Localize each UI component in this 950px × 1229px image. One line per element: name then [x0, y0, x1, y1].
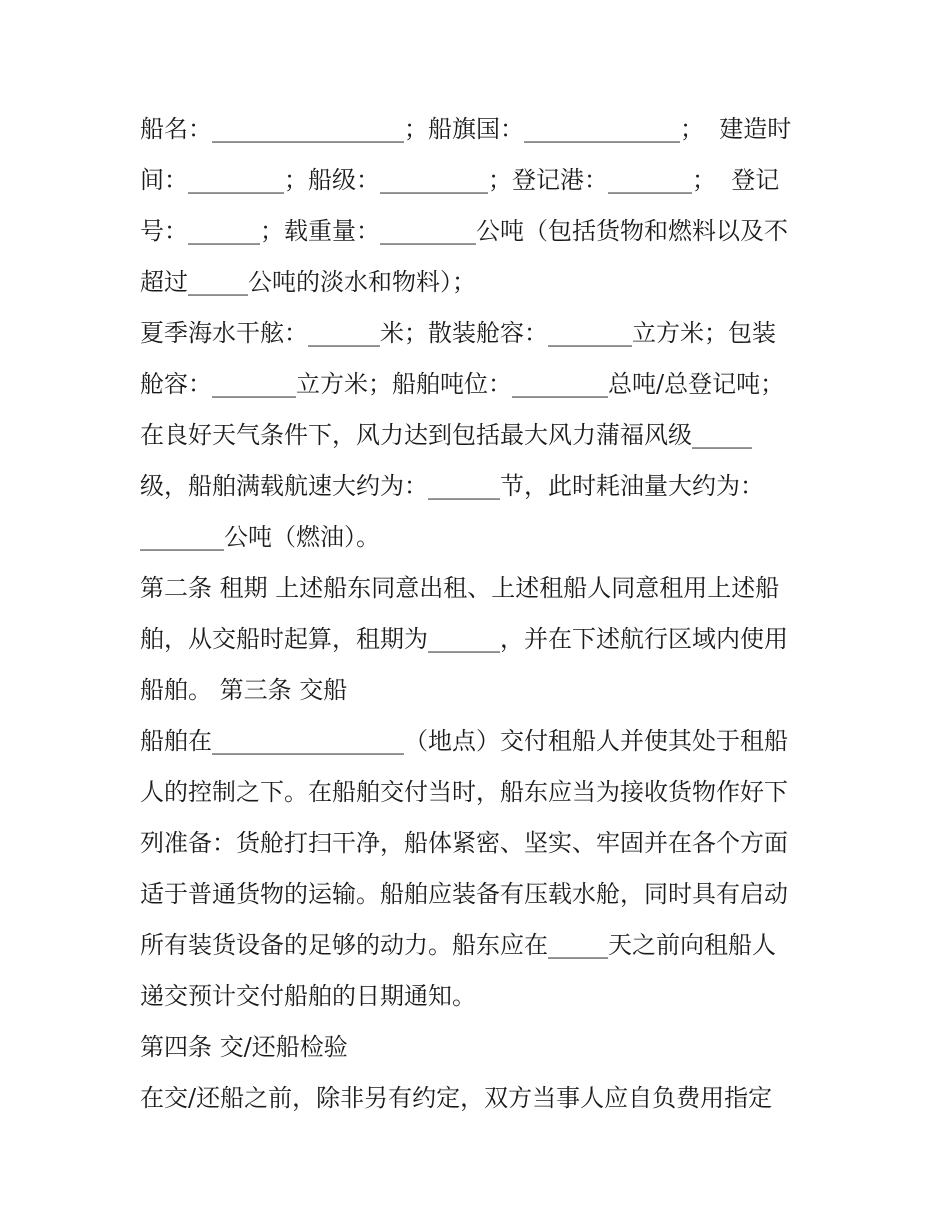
text-line: 在良好天气条件下，风力达到包括最大风力蒲福风级_____ — [140, 421, 752, 449]
document-body — [140, 104, 820, 1124]
text-line: 间：________；船级：_________；登记港：_______； 登记 — [140, 166, 780, 194]
text-line: 舶，从交船时起算，租期为______，并在下述航行区域内使用 — [140, 625, 788, 653]
text-line: 夏季海水干舷：______米；散装舱容：_______立方米；包装 — [140, 319, 776, 347]
text-line: 适于普通货物的运输。船舶应装备有压载水舱，同时具有启动 — [140, 880, 788, 908]
text-line: 人的控制之下。在船舶交付当时，船东应当为接收货物作好下 — [140, 778, 788, 806]
text-line: 列准备：货舱打扫干净，船体紧密、坚实、牢固并在各个方面 — [140, 829, 788, 857]
text-line: _______公吨（燃油）。 — [140, 523, 380, 551]
text-line: 递交预计交付船舶的日期通知。 — [140, 982, 476, 1010]
text-line: 船舶在________________（地点）交付租船人并使其处于租船 — [140, 727, 788, 755]
text-line: 级，船舶满载航速大约为：______节，此时耗油量大约为： — [140, 472, 764, 500]
article-4-heading: 第四条 交/还船检验 — [140, 1033, 348, 1061]
article-2-heading-line: 第二条 租期 上述船东同意出租、上述租船人同意租用上述船 — [140, 574, 780, 602]
text-line: 舱容：_______立方米；船舶吨位：________总吨/总登记吨； — [140, 370, 785, 398]
text-line: 在交/还船之前，除非另有约定，双方当事人应自负费用指定 — [140, 1084, 773, 1112]
text-line: 号：______；载重量：________公吨（包括货物和燃料以及不 — [140, 217, 788, 245]
article-3-heading-line: 船舶。 第三条 交船 — [140, 676, 348, 704]
text-line: 船名：________________；船旗国：_____________； 建造时 — [140, 115, 792, 143]
text-line: 所有装货设备的足够的动力。船东应在_____天之前向租船人 — [140, 931, 776, 959]
text-line: 超过_____公吨的淡水和物料）； — [140, 268, 476, 296]
